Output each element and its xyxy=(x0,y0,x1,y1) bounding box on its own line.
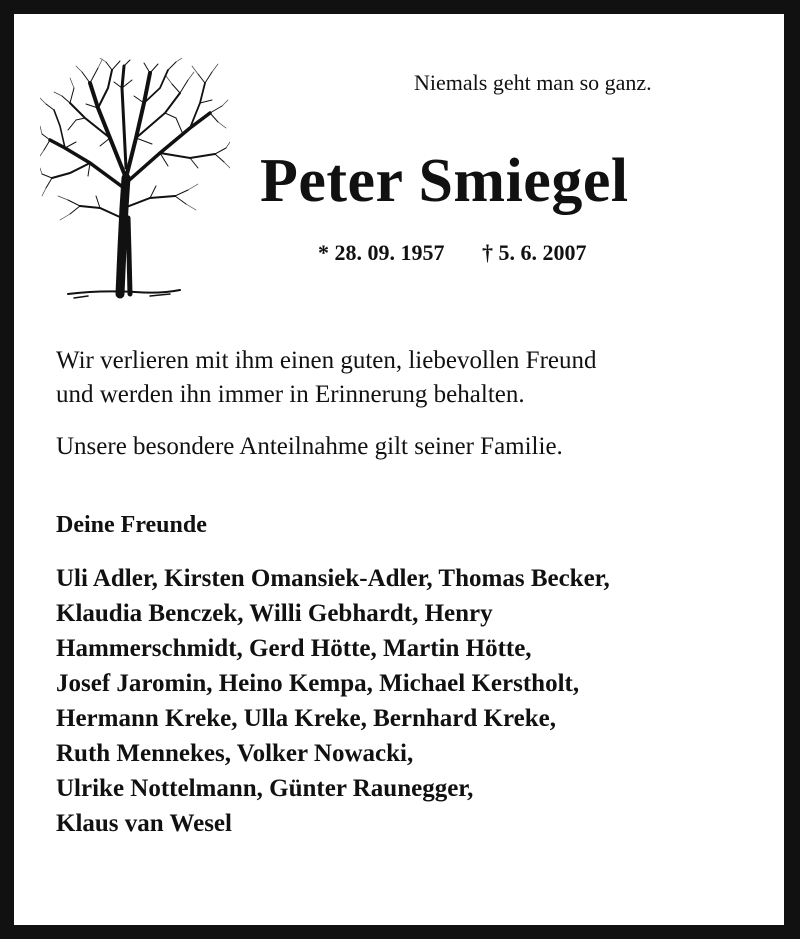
friends-list xyxy=(56,561,766,841)
friends-heading: Deine Freunde xyxy=(56,512,207,538)
life-dates xyxy=(318,240,587,266)
friends-line: Hermann Kreke, Ulla Kreke, Bernhard Kreke, xyxy=(56,705,556,732)
condolence: Unsere besondere Anteilnahme gilt seiner Familie. xyxy=(56,433,563,460)
tree-icon xyxy=(40,58,230,308)
friends-line: Uli Adler, Kirsten Omansiek-Adler, Thomas Becker, xyxy=(56,565,610,592)
motto: Niemals geht man so ganz. xyxy=(414,70,652,95)
friends-line: Hammerschmidt, Gerd Hötte, Martin Hötte, xyxy=(56,635,532,662)
friends-line: Josef Jaromin, Heino Kempa, Michael Kerstholt, xyxy=(56,670,580,697)
friends-line: Klaudia Benczek, Willi Gebhardt, Henry xyxy=(56,600,493,627)
birth-date: * 28. 09. 1957 xyxy=(318,240,445,265)
friends-line: Ulrike Nottelmann, Günter Raunegger, xyxy=(56,775,474,802)
message-line: und werden ihn immer in Erinnerung behalten. xyxy=(56,381,525,408)
death-date: † 5. 6. 2007 xyxy=(482,240,587,265)
friends-line: Ruth Mennekes, Volker Nowacki, xyxy=(56,740,414,767)
friends-line: Klaus van Wesel xyxy=(56,810,232,837)
message-line: Wir verlieren mit ihm einen guten, liebevollen Freund xyxy=(56,347,597,374)
deceased-name: Peter Smiegel xyxy=(260,147,629,215)
message xyxy=(56,344,766,412)
